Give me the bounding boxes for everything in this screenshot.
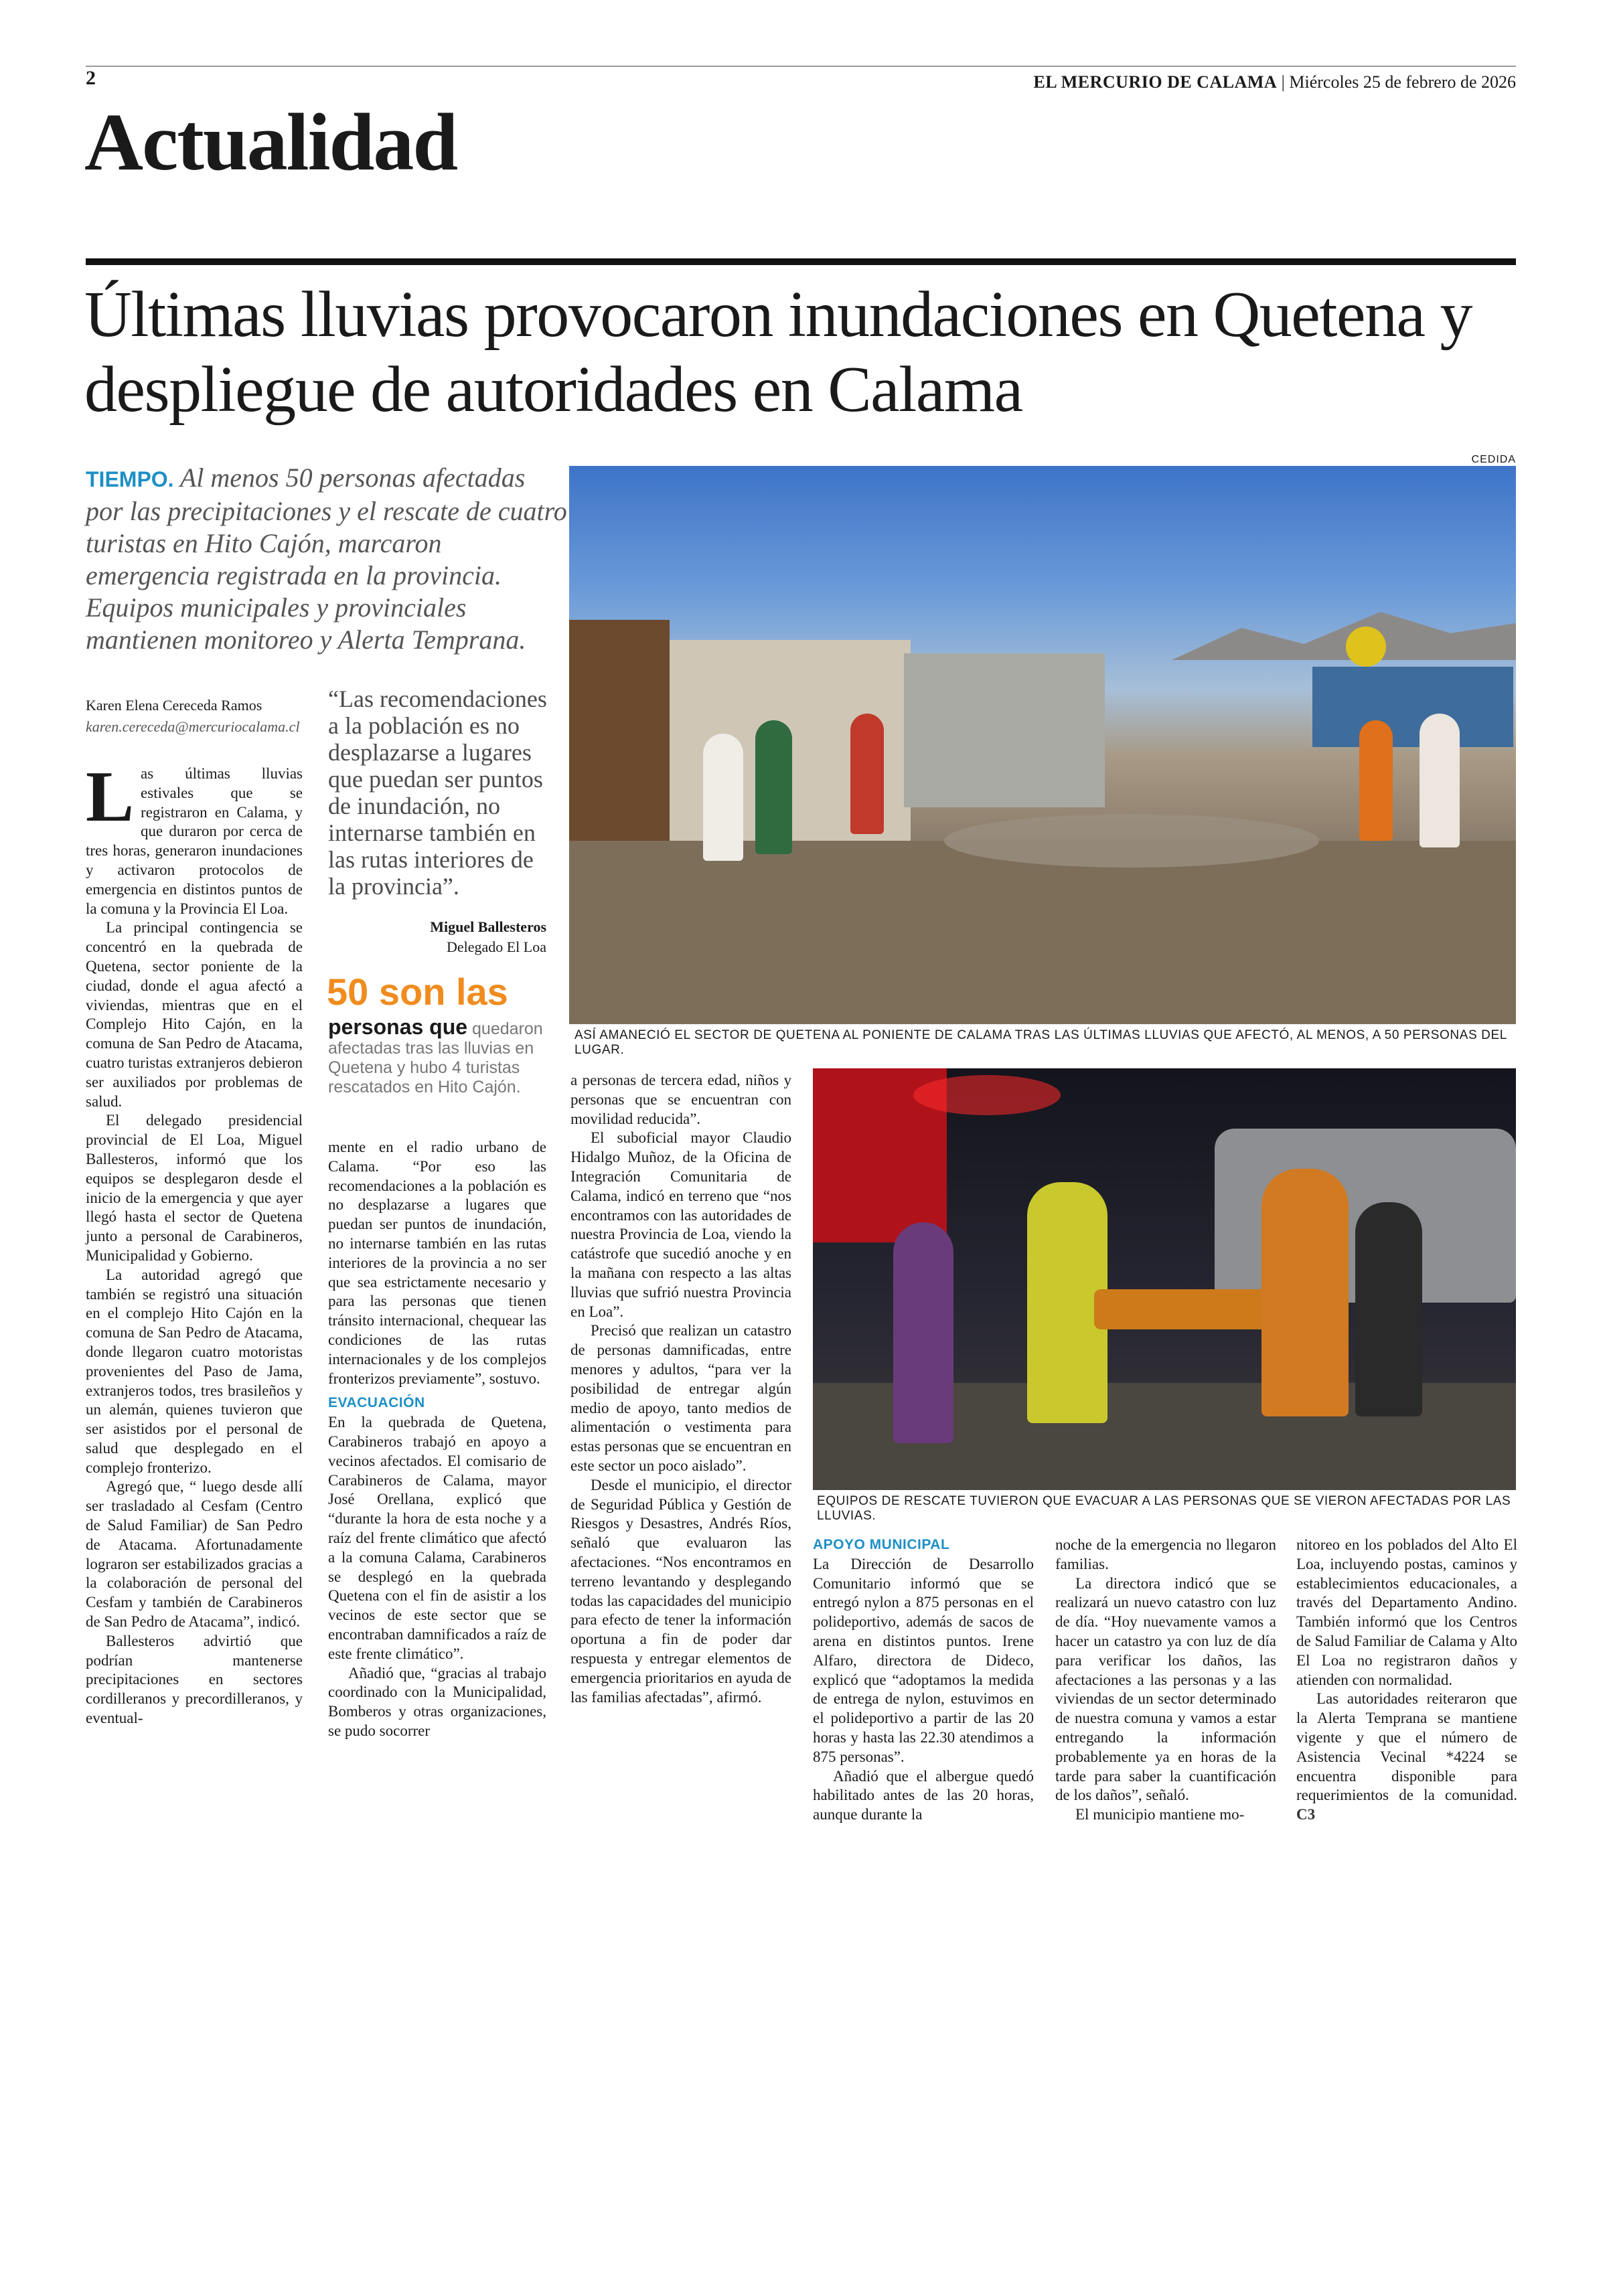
subhead-evacuacion: EVACUACIÓN bbox=[328, 1395, 425, 1411]
end-mark: C3 bbox=[1296, 1806, 1316, 1823]
article-column-3 bbox=[570, 1071, 791, 1707]
page-number: 2 bbox=[86, 67, 96, 89]
red-lights bbox=[913, 1075, 1061, 1115]
zinc-wall bbox=[904, 653, 1105, 807]
closing-text: Las autoridades reiteraron que la Alerta Temprana se mantiene vigente y que el número de Asistencia Vecinal *4224 se encuentra disponible para requerimientos de la comunidad. bbox=[1296, 1690, 1517, 1804]
stat-headline: 50 son las bbox=[327, 971, 508, 1013]
article-column-2 bbox=[328, 1138, 546, 1741]
water-tank bbox=[1346, 627, 1386, 667]
paragraph: Añadió que, “gracias al trabajo coordinado con la Municipalidad, Bomberos y otras organizaciones, se pudo socorrer bbox=[328, 1664, 546, 1739]
drop-cap: L bbox=[86, 757, 135, 837]
paragraph: El suboficial mayor Claudio Hidalgo Muñoz, de la Oficina de Integración Comunitaria de Calama, indicó en terreno que “nos encontramos con las autoridades de nuestra Provincia de Loa, viendo la catástrofe que sucedió anoche y en la mañana con respecto a las altas lluvias que sufrió nuestra Provincia en Loa”. bbox=[570, 1129, 791, 1320]
article-column-4 bbox=[813, 1536, 1034, 1825]
author-email: karen.cereceda@mercuriocalama.cl bbox=[86, 718, 300, 735]
paragraph: Desde el municipio, el director de Seguridad Pública y Gestión de Riesgos y Desastres, Andrés Ríos, señaló que evaluaron las afectaciones. “Nos encontramos en terreno levantando y desplegando todas las capacidades del municipio para efecto de tener la información oportuna a fin de poder dar respuesta y entregar elementos de emergencia prioritarios en ayuda de las familias afectadas”, afirmó. bbox=[570, 1476, 791, 1706]
publication-name: EL MERCURIO DE CALAMA bbox=[1033, 72, 1278, 92]
person-3 bbox=[850, 714, 884, 834]
rescuer-3 bbox=[1355, 1202, 1422, 1416]
stat-bold: personas que bbox=[328, 1015, 468, 1039]
pull-quote-name: Miguel Ballesteros bbox=[430, 918, 546, 935]
photo-caption-1: ASÍ AMANECIÓ EL SECTOR DE QUETENA AL PONIENTE DE CALAMA TRAS LAS ÚLTIMAS LLUVIAS QUE AFECTÓ, AL MENOS, A 50 PERSONAS DEL LUGAR. bbox=[575, 1028, 1507, 1057]
paragraph: El municipio mantiene mo- bbox=[1075, 1806, 1245, 1823]
paragraph: Ballesteros advirtió que podrían mantenerse precipitaciones en sectores cordilleranos y precordilleranos, y eventual- bbox=[86, 1632, 303, 1727]
subhead-apoyo-municipal: APOYO MUNICIPAL bbox=[813, 1537, 950, 1552]
pull-quote-role: Delegado El Loa bbox=[446, 938, 546, 955]
person-2 bbox=[755, 720, 792, 854]
kicker: TIEMPO. bbox=[86, 467, 174, 491]
byline bbox=[86, 695, 300, 738]
person-5 bbox=[1420, 714, 1460, 847]
person-4 bbox=[1359, 720, 1393, 841]
stat-text bbox=[328, 1017, 549, 1097]
headline-rule bbox=[86, 258, 1516, 265]
paragraph: En la quebrada de Quetena, Carabineros trabajó en apoyo a vecinos afectados. El comisario de Carabineros de Calama, mayor José Orellana, explicó que “durante la hora de esta noche y a raíz del frente climático que afectó a la comuna Calama, Carabineros se desplegó en la quebrada Quetena con el fin de asistir a los vecinos de este sector que se encontraban damnificados a raíz de este frente climático”. bbox=[328, 1414, 546, 1662]
paragraph bbox=[1296, 1690, 1517, 1825]
article-column-5 bbox=[1055, 1536, 1276, 1825]
rescuer-2 bbox=[1261, 1169, 1349, 1416]
person-1 bbox=[703, 734, 743, 861]
lede bbox=[86, 462, 568, 656]
paragraph: Añadió que el albergue quedó habilitado antes de las 20 horas, aunque durante la bbox=[813, 1767, 1034, 1823]
muddy-street bbox=[569, 841, 1516, 1024]
flood-photo bbox=[569, 466, 1516, 1024]
stat-rest: quedaron afectadas tras las lluvias en Quetena y hubo 4 turistas rescatados en Hito Cajón. bbox=[328, 1019, 543, 1096]
paragraph: La principal contingencia se concentró en la quebrada de Quetena, sector poniente de la ciudad, donde el agua afectó a viviendas, mientras que en el Complejo Hito Cajón, en la comuna de San Pedro de Atacama, cuatro turistas extranjeros debieron ser auxiliados por problemas de salud. bbox=[86, 919, 303, 1110]
mountains bbox=[1172, 606, 1516, 660]
paragraph: La autoridad agregó que también se registró una situación en el complejo Hito Cajón en la comuna de San Pedro de Atacama, donde llegaron cuatro motoristas provenientes del Paso de Jama, extranjeros todos, tres brasileños y un alemán, quienes tuvieron que ser asistidos por el personal de salud que desplegado en el complejo fronterizo. bbox=[86, 1266, 303, 1476]
paragraph: La Dirección de Desarrollo Comunitario informó que se entregó nylon a 875 personas en el polideportivo, además de sacos de arena en distintos puntos. Irene Alfaro, directora de Dideco, explicó que “adoptamos la medida de entrega de nylon, estuvimos en el polideportivo a partir de las 20 horas y hasta las 22.30 atendimos a 875 personas”. bbox=[813, 1555, 1034, 1765]
paragraph: a personas de tercera edad, niños y personas que se encuentran con movilidad reducida”. bbox=[570, 1072, 791, 1127]
headline: Últimas lluvias provocaron inundaciones en Quetena y despliegue de autoridades en Calama bbox=[84, 278, 1472, 426]
pull-quote: “Las recomendaciones a la población es no desplazarse a lugares que puedan ser puntos de inundación, no internarse también en las rutas interiores de la provincia”. bbox=[328, 685, 547, 900]
paragraph: El delegado presidencial provincial de El Loa, Miguel Ballesteros, informó que los equipos se desplegaron desde el inicio de la emergencia y que ayer llegó hasta el sector de Quetena junto a personal de Carabineros, Municipalidad y Gobierno. bbox=[86, 1112, 303, 1264]
paragraph: as últimas lluvias estivales que se registraron en Calama, y que duraron por cerca de tres horas, generaron inundaciones y activaron protocolos de emergencia en distintos puntos de la comuna y la Provincia El Loa. bbox=[86, 765, 303, 917]
paragraph: Agregó que, “ luego desde allí ser trasladado al Cesfam (Centro de Salud Familiar) de San Pedro de Atacama. Afortunadamente lograron ser estabilizados gracias a la colaboración de personal del Cesfam y también de Carabineros de San Pedro de Atacama”, indicó. bbox=[86, 1478, 303, 1631]
photo-caption-2: EQUIPOS DE RESCATE TUVIERON QUE EVACUAR A LAS PERSONAS QUE SE VIERON AFECTADAS POR LAS LLUVIAS. bbox=[817, 1494, 1511, 1523]
issue-date: Miércoles 25 de febrero de 2026 bbox=[1289, 72, 1516, 92]
paragraph: mente en el radio urbano de Calama. “Por eso las recomendaciones a la población es no desplazarse a lugares que puedan ser puntos de inundación, no internarse también en las rutas interiores de la provincia a no ser que sea estrictamente necesario y para las personas que tienen tránsito internacional, chequear las condiciones de las rutas internacionales y de los complejos fronterizos previamente”, sostuvo. bbox=[328, 1139, 546, 1387]
lede-text: Al menos 50 personas afectadas por las precipitaciones y el rescate de cuatro turistas en Hito Cajón, marcaron emergencia registrada en la provincia. Equipos municipales y provinciales mantienen monitoreo y Alerta Temprana. bbox=[86, 463, 567, 655]
woman-purple bbox=[893, 1222, 953, 1443]
rescue-photo bbox=[813, 1068, 1516, 1490]
paragraph: noche de la emergencia no llegaron familias. bbox=[1055, 1536, 1276, 1572]
puddle bbox=[944, 814, 1319, 868]
paragraph: nitoreo en los poblados del Alto El Loa, incluyendo postas, caminos y establecimientos educacionales, a través del Departamento Andino. También informó que los Centros de Salud Familiar de Calama y Alto El Loa no registraron daños y atienden con normalidad. bbox=[1296, 1536, 1517, 1688]
photo-credit: CEDIDA bbox=[1471, 454, 1516, 465]
blue-container bbox=[1312, 667, 1513, 747]
article-column-1 bbox=[86, 757, 303, 1728]
article-column-6 bbox=[1296, 1536, 1517, 1825]
paragraph: Precisó que realizan un catastro de personas damnificadas, entre menores y adultos, “para ver la posibilidad de entregar algún medio de apoyo, tanto medios de alimentación o vestimenta para estas personas que se encuentran en este sector un poco aislado”. bbox=[570, 1322, 791, 1474]
section-title: Actualidad bbox=[84, 97, 457, 187]
author-name: Karen Elena Cereceda Ramos bbox=[86, 697, 262, 714]
masthead: EL MERCURIO DE CALAMA | Miércoles 25 de febrero de 2026 bbox=[1033, 72, 1516, 92]
header-rule bbox=[86, 66, 1516, 67]
paragraph: La directora indicó que se realizará un nuevo catastro con luz de día. “Hoy nuevamente vamos a hacer un catastro ya con luz de día para verificar los daños, las afectaciones a las personas y a las viviendas de un sector determinado de nuestra comuna y vamos a estar entregando la información probablemente ya en horas de la tarde para saber la cuantificación de los daños”, señaló. bbox=[1055, 1574, 1276, 1804]
